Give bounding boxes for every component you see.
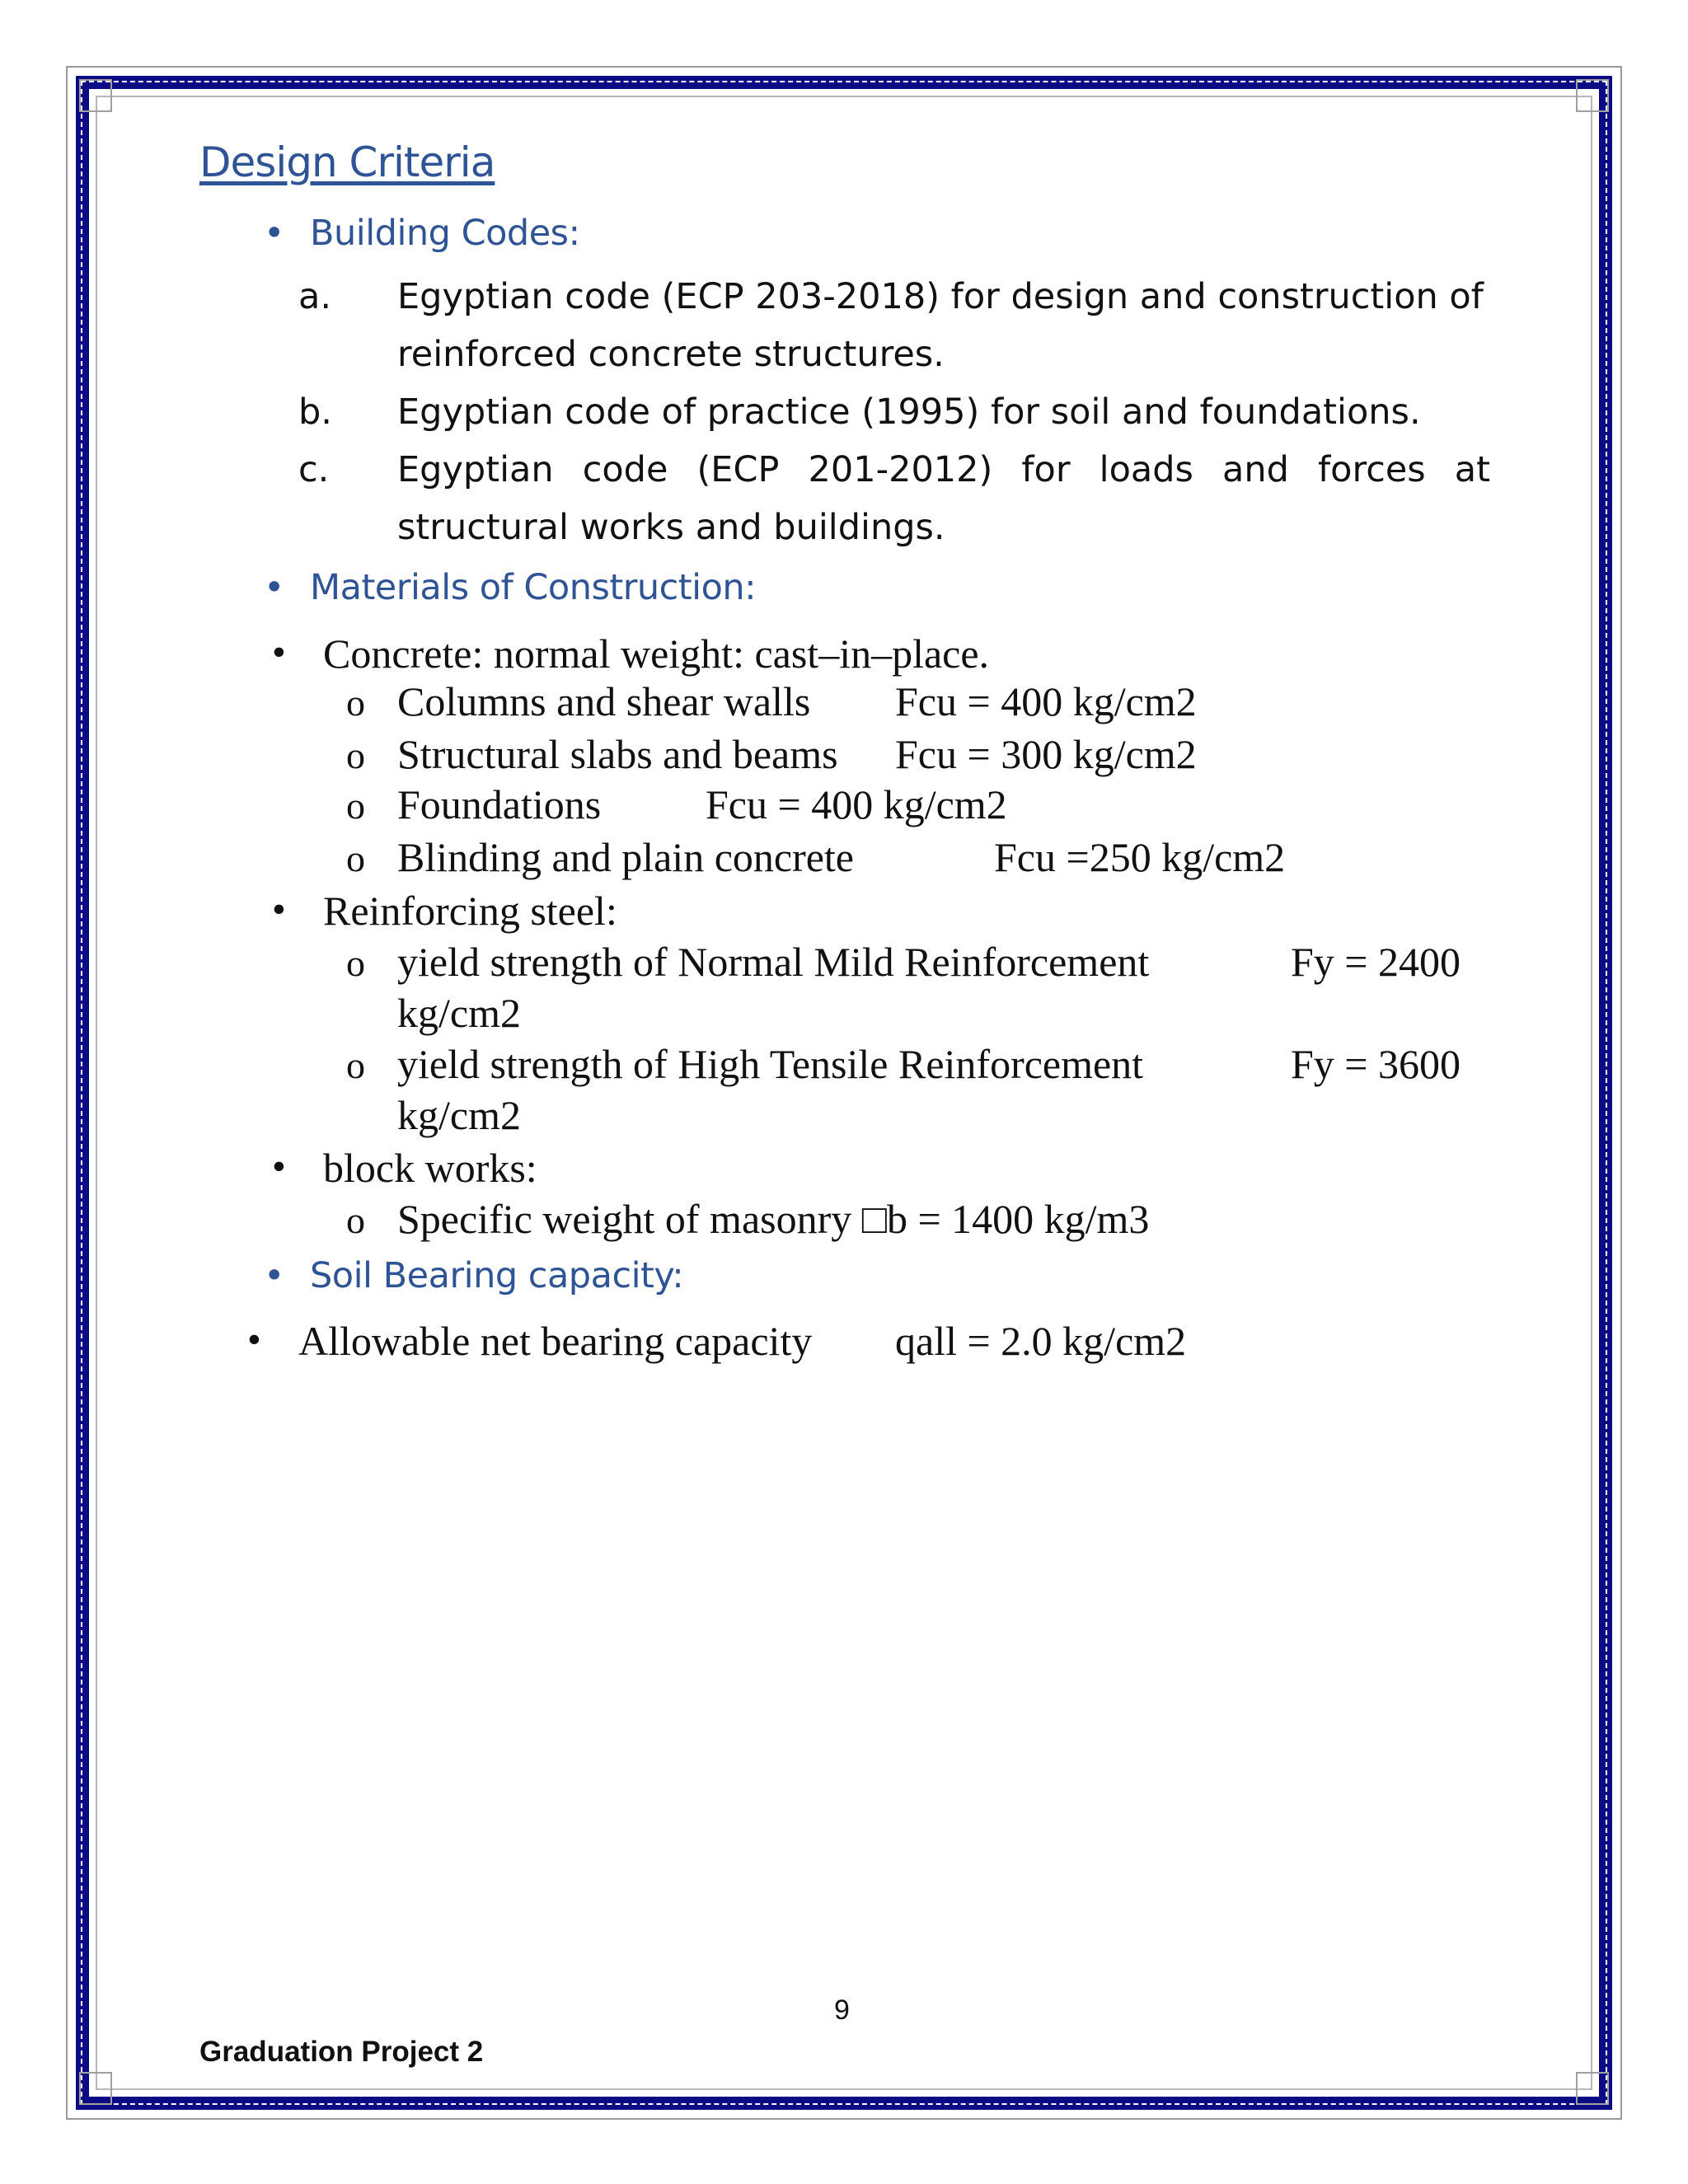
steel-item-name: yield strength of Normal Mild Reinforcement [397, 939, 1150, 985]
concrete-item-value: Fcu = 400 kg/cm2 [706, 781, 1007, 827]
concrete-item-name: Blinding and plain concrete [397, 834, 855, 880]
circle-bullet-icon: o [346, 1199, 365, 1241]
bullet-icon: • [264, 567, 284, 608]
code-text-line: Egyptian code (ECP 203-2018) for design and construction of [397, 276, 1484, 317]
corner-ornament-bottom-right [1576, 2072, 1609, 2105]
bullet-icon: • [264, 213, 284, 254]
code-text-line: structural works and buildings. [397, 507, 945, 548]
circle-bullet-icon: o [346, 942, 365, 984]
circle-bullet-icon: o [346, 1044, 365, 1086]
section-materials [264, 567, 757, 608]
concrete-item-name: Columns and shear walls [397, 678, 811, 724]
code-text-line: Egyptian code of practice (1995) for soil and foundations. [397, 391, 1421, 433]
section-building-codes [264, 213, 580, 254]
list-marker: a. [298, 276, 332, 317]
bullet-icon: • [272, 630, 286, 674]
bullet-icon: • [264, 1255, 284, 1296]
concrete-label: Concrete: normal weight: cast–in–place. [323, 630, 990, 677]
steel-item-unit: kg/cm2 [397, 1092, 521, 1138]
soil-value: qall = 2.0 kg/cm2 [895, 1318, 1187, 1364]
section-title: Soil Bearing capacity: [310, 1255, 684, 1296]
steel-label: Reinforcing steel: [323, 888, 617, 934]
concrete-item-name: Foundations [397, 781, 602, 827]
code-text-line: reinforced concrete structures. [397, 334, 945, 375]
concrete-item-value: Fcu = 400 kg/cm2 [895, 678, 1197, 724]
circle-bullet-icon: o [346, 837, 365, 879]
page-number: 9 [834, 1994, 850, 2026]
bullet-icon: • [272, 888, 286, 931]
steel-item-name: yield strength of High Tensile Reinforcement [397, 1041, 1144, 1087]
list-marker: c. [298, 449, 330, 490]
section-title: Building Codes: [310, 213, 580, 254]
footer-text: Graduation Project 2 [199, 2036, 484, 2068]
bullet-icon: • [247, 1318, 261, 1361]
circle-bullet-icon: o [346, 785, 365, 827]
corner-ornament-top-left [79, 79, 112, 112]
section-soil [264, 1255, 684, 1296]
block-item-name: Specific weight of masonry □b = 1400 kg/m3 [397, 1196, 1150, 1242]
page-title: Design Criteria [199, 138, 495, 186]
concrete-item-name: Structural slabs and beams [397, 731, 838, 777]
section-title: Materials of Construction: [310, 567, 757, 608]
corner-ornament-bottom-left [79, 2072, 112, 2105]
soil-label: Allowable net bearing capacity [298, 1318, 813, 1364]
corner-ornament-top-right [1576, 79, 1609, 112]
steel-item-value: Fy = 3600 [1291, 1041, 1461, 1087]
steel-item-value: Fy = 2400 [1291, 939, 1461, 985]
circle-bullet-icon: o [346, 682, 365, 724]
steel-item-unit: kg/cm2 [397, 990, 521, 1036]
bullet-icon: • [272, 1145, 286, 1188]
block-label: block works: [323, 1145, 537, 1191]
concrete-item-value: Fcu =250 kg/cm2 [994, 834, 1286, 880]
code-text-line: Egyptian code (ECP 201-2012) for loads and forces at [397, 449, 1490, 490]
concrete-item-value: Fcu = 300 kg/cm2 [895, 731, 1197, 777]
list-marker: b. [298, 391, 332, 433]
circle-bullet-icon: o [346, 734, 365, 776]
